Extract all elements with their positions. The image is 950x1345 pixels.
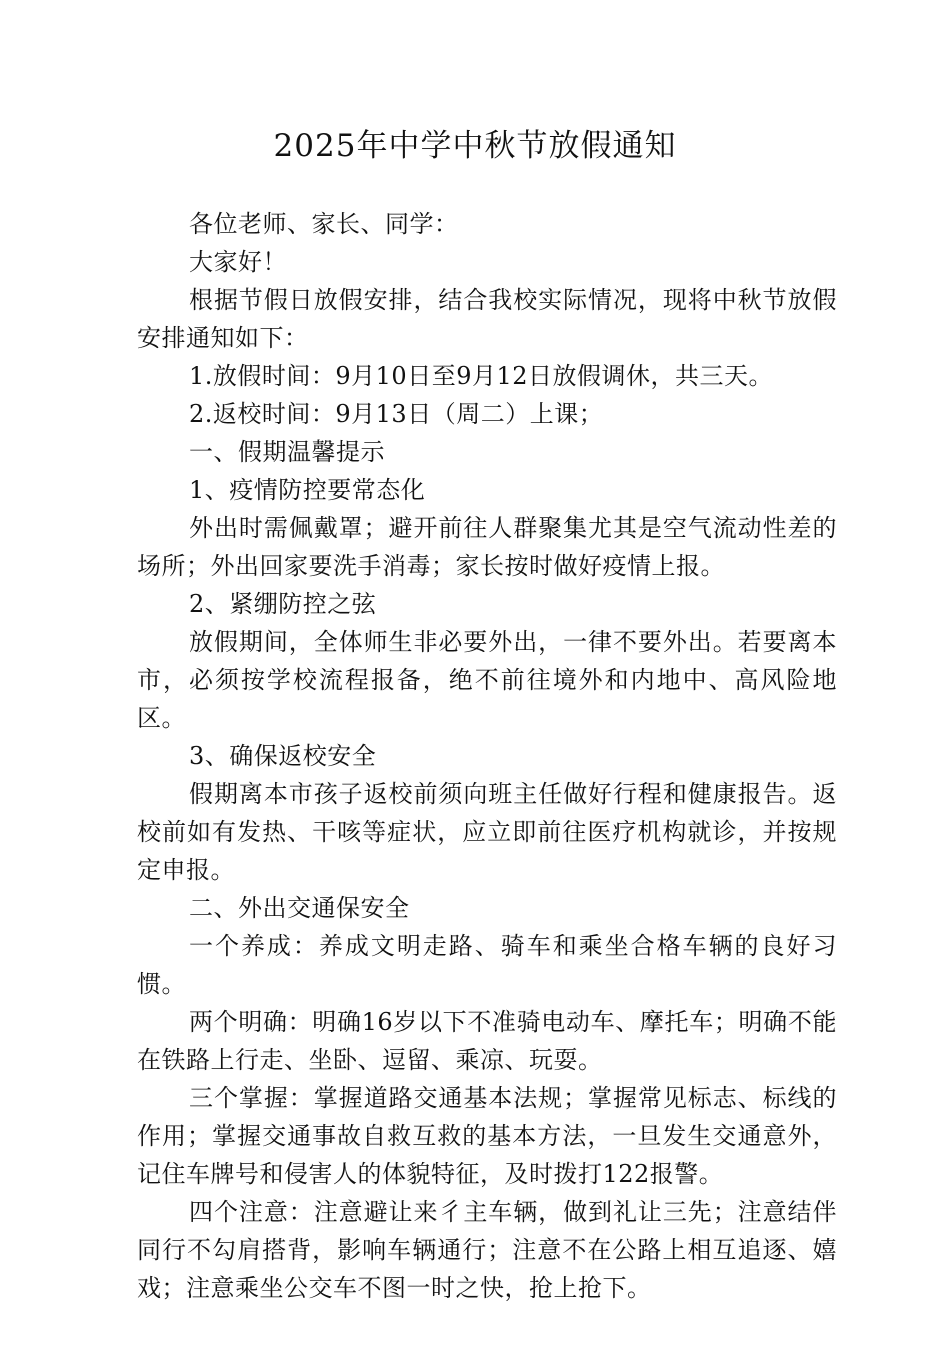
holiday-time-item: 1.放假时间：9月10日至9月12日放假调休，共三天。 xyxy=(189,362,774,390)
paragraph-epidemic-control: 外出时需佩戴罩；避开前往人群聚集尤其是空气流动性差的场所；外出回家要洗手消毒；家长按时做好疫情上报。 xyxy=(137,514,837,580)
paragraph-four-cautions: 四个注意：注意避让来彳主车辆，做到礼让三先；注意结伴同行不勾肩搭背，影响车辆通行；注意不在公路上相互追逐、嬉戏；注意乘坐公交车不图一时之快，抢上抢下。 xyxy=(137,1198,837,1302)
greeting-recipients: 各位老师、家长、同学： xyxy=(189,210,459,238)
paragraph-two-clarities: 两个明确：明确16岁以下不准骑电动车、摩托车；明确不能在铁路上行走、坐卧、逗留、乘凉、玩耍。 xyxy=(137,1008,837,1074)
paragraph-tighten-control: 放假期间，全体师生非必要外出，一律不要外出。若要离本市，必须按学校流程报备，绝不前往境外和内地中、高风险地区。 xyxy=(137,628,837,732)
section-heading-holiday-tips: 一、假期温馨提示 xyxy=(189,438,385,466)
return-time-item: 2.返校时间：9月13日（周二）上课； xyxy=(189,400,604,428)
subheading-epidemic-control: 1、疫情防控要常态化 xyxy=(189,476,426,504)
document-title: 2025年中学中秋节放假通知 xyxy=(273,128,677,164)
intro-paragraph: 根据节假日放假安排，结合我校实际情况，现将中秋节放假安排通知如下： xyxy=(137,286,837,352)
greeting: 大家好！ xyxy=(189,248,287,276)
paragraph-return-safety: 假期离本市孩子返校前须向班主任做好行程和健康报告。返校前如有发热、干咳等症状，应立即前往医疗机构就诊，并按规定申报。 xyxy=(137,780,837,884)
document-body xyxy=(137,205,837,1307)
section-heading-traffic-safety: 二、外出交通保安全 xyxy=(189,894,410,922)
subheading-tighten-control: 2、紧绷防控之弦 xyxy=(189,590,377,618)
paragraph-three-masteries: 三个掌握：掌握道路交通基本法规；掌握常见标志、标线的作用；掌握交通事故自救互救的基本方法，一旦发生交通意外，记住车牌号和侵害人的体貌特征，及时拨打122报警。 xyxy=(137,1084,837,1188)
paragraph-one-habit: 一个养成：养成文明走路、骑车和乘坐合格车辆的良好习惯。 xyxy=(137,932,837,998)
subheading-return-safety: 3、确保返校安全 xyxy=(189,742,377,770)
